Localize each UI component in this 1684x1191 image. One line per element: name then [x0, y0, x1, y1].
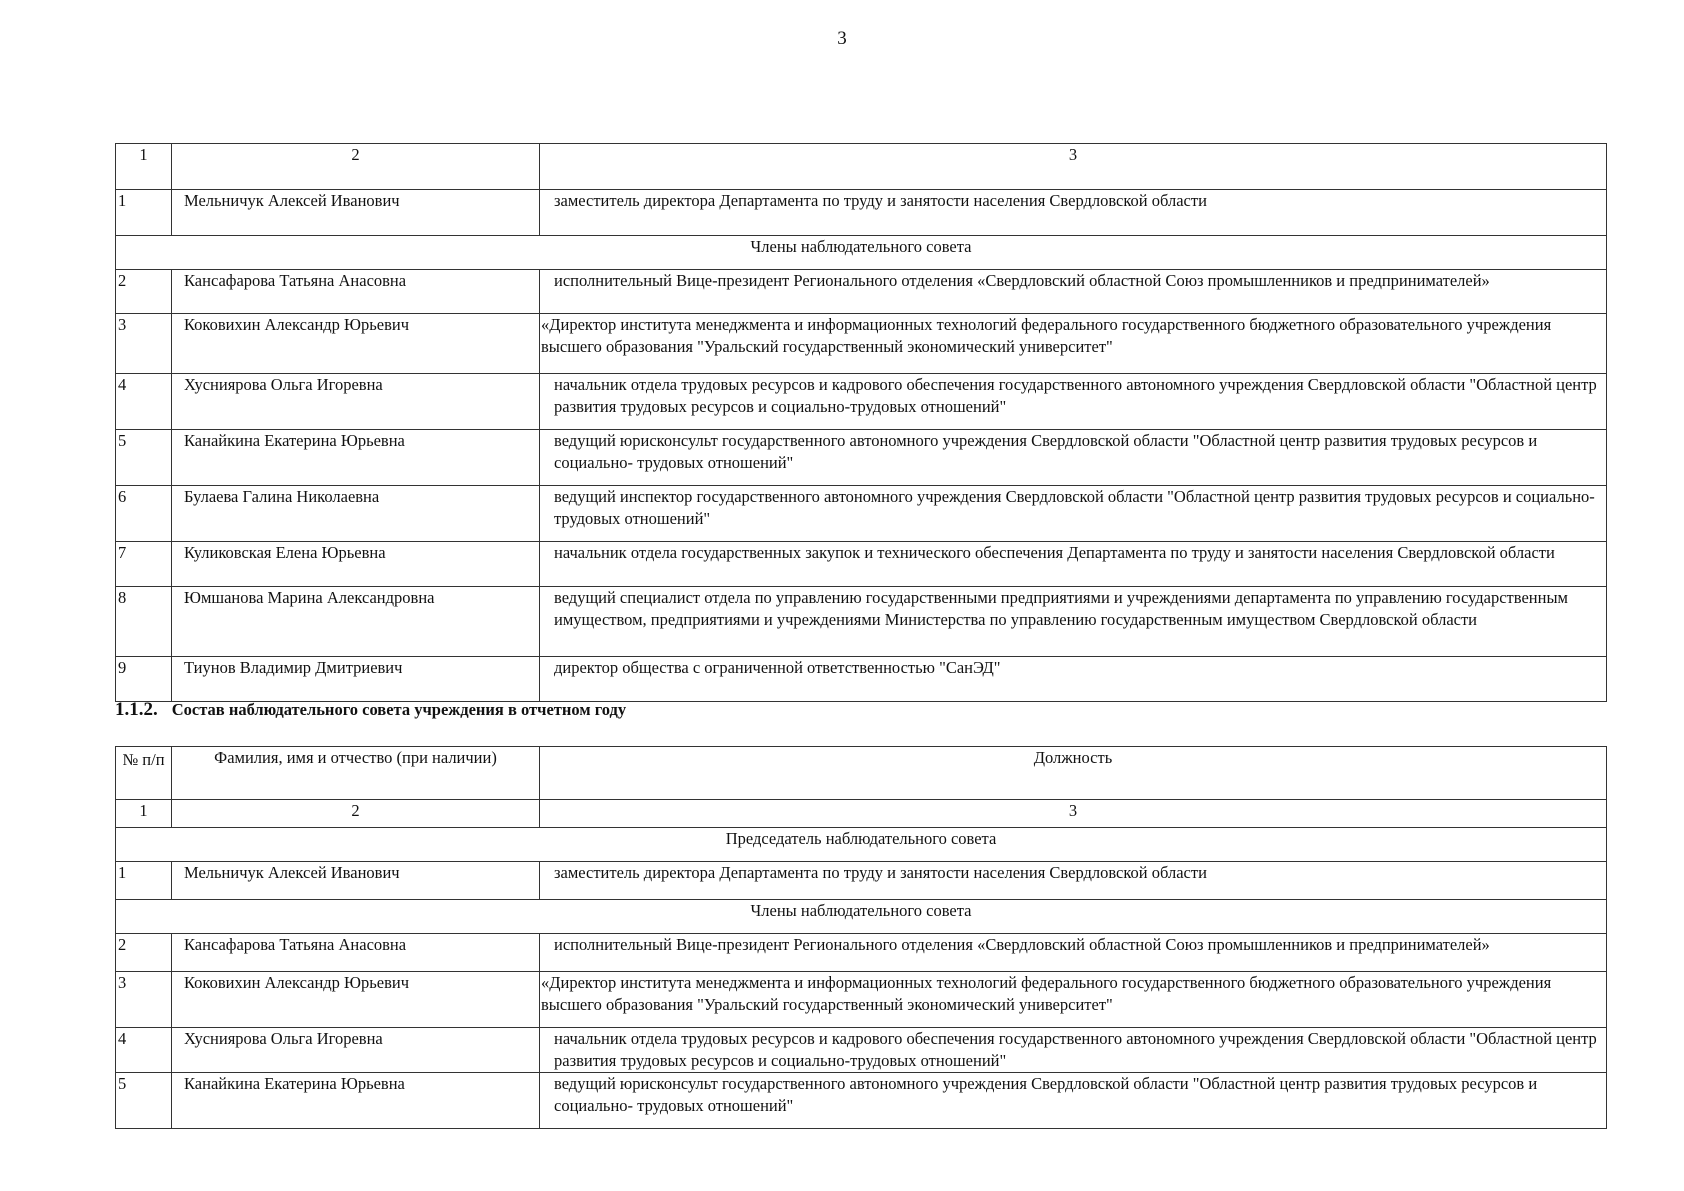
- row-number: 4: [116, 374, 172, 430]
- row-number: 3: [116, 972, 172, 1028]
- row-number: 9: [116, 657, 172, 702]
- group-label-row: [116, 236, 1607, 270]
- row-number: 7: [116, 542, 172, 587]
- table-row: [116, 862, 1607, 900]
- table-header-row: [116, 747, 1607, 800]
- row-number: 1: [116, 190, 172, 236]
- person-position: исполнительный Вице-президент Регионального отделения «Свердловский областной Союз промышленников и предпринимателей»: [540, 934, 1607, 972]
- table-row: [116, 190, 1607, 236]
- person-name: Канайкина Екатерина Юрьевна: [172, 430, 540, 486]
- header-full-name: Фамилия, имя и отчество (при наличии): [172, 747, 540, 800]
- person-position: ведущий специалист отдела по управлению государственными предприятиями и учреждениями департамента по управлению государственным имуществом, предприятиями и учреждениями Министерства по управлению государственным имуществом Свердловской области: [540, 587, 1607, 657]
- table-row: [116, 657, 1607, 702]
- page-number: 3: [837, 28, 847, 49]
- row-number: 5: [116, 1073, 172, 1129]
- person-position: начальник отдела трудовых ресурсов и кадрового обеспечения государственного автономного учреждения Свердловской области "Областной центр развития трудовых ресурсов и социально-трудовых отношений": [540, 374, 1607, 430]
- person-name: Мельничук Алексей Иванович: [172, 862, 540, 900]
- header-position: Должность: [540, 747, 1607, 800]
- table-row: [116, 374, 1607, 430]
- person-position: заместитель директора Департамента по труду и занятости населения Свердловской области: [540, 862, 1607, 900]
- header-col-1: 1: [116, 800, 172, 828]
- row-number: 6: [116, 486, 172, 542]
- members-label: Члены наблюдательного совета: [116, 236, 1607, 270]
- person-name: Булаева Галина Николаевна: [172, 486, 540, 542]
- chair-label: Председатель наблюдательного совета: [116, 828, 1607, 862]
- row-number: 5: [116, 430, 172, 486]
- supervisory-board-table: [115, 746, 1607, 1129]
- table-row: [116, 542, 1607, 587]
- header-col-3: 3: [540, 800, 1607, 828]
- person-position: «Директор института менеджмента и информационных технологий федерального государственного бюджетного образовательного учреждения высшего образования "Уральский государственный экономический университет": [540, 314, 1607, 374]
- table-header-numbers-row: [116, 800, 1607, 828]
- person-name: Мельничук Алексей Иванович: [172, 190, 540, 236]
- table-row: [116, 587, 1607, 657]
- table-header-numbers-row: [116, 144, 1607, 190]
- header-number: № п/п: [116, 747, 172, 800]
- section-heading: [115, 699, 626, 721]
- supervisory-board-table-continued: [115, 143, 1607, 702]
- person-position: директор общества с ограниченной ответственностью "СанЭД": [540, 657, 1607, 702]
- row-number: 2: [116, 270, 172, 314]
- person-position: ведущий инспектор государственного автономного учреждения Свердловской области "Областной центр развития трудовых ресурсов и социально-трудовых отношений": [540, 486, 1607, 542]
- person-name: Хусниярова Ольга Игоревна: [172, 374, 540, 430]
- section-number: 1.1.2.: [115, 699, 158, 720]
- table-row: [116, 1073, 1607, 1129]
- row-number: 3: [116, 314, 172, 374]
- table-row: [116, 270, 1607, 314]
- row-number: 8: [116, 587, 172, 657]
- table-row: [116, 1028, 1607, 1073]
- person-position: заместитель директора Департамента по труду и занятости населения Свердловской области: [540, 190, 1607, 236]
- person-name: Коковихин Александр Юрьевич: [172, 972, 540, 1028]
- person-position: ведущий юрисконсульт государственного автономного учреждения Свердловской области "Областной центр развития трудовых ресурсов и социально- трудовых отношений": [540, 1073, 1607, 1129]
- person-name: Коковихин Александр Юрьевич: [172, 314, 540, 374]
- table-row: [116, 314, 1607, 374]
- group-label-row: [116, 828, 1607, 862]
- header-col-3: 3: [540, 144, 1607, 190]
- table-row: [116, 430, 1607, 486]
- person-name: Юмшанова Марина Александровна: [172, 587, 540, 657]
- header-col-1: 1: [116, 144, 172, 190]
- table-row: [116, 486, 1607, 542]
- row-number: 2: [116, 934, 172, 972]
- person-name: Хусниярова Ольга Игоревна: [172, 1028, 540, 1073]
- members-label: Члены наблюдательного совета: [116, 900, 1607, 934]
- person-position: начальник отдела государственных закупок и технического обеспечения Департамента по труду и занятости населения Свердловской области: [540, 542, 1607, 587]
- person-name: Кансафарова Татьяна Анасовна: [172, 934, 540, 972]
- row-number: 1: [116, 862, 172, 900]
- person-position: исполнительный Вице-президент Регионального отделения «Свердловский областной Союз промышленников и предпринимателей»: [540, 270, 1607, 314]
- person-position: «Директор института менеджмента и информационных технологий федерального государственного бюджетного образовательного учреждения высшего образования "Уральский государственный экономический университет": [540, 972, 1607, 1028]
- person-position: начальник отдела трудовых ресурсов и кадрового обеспечения государственного автономного учреждения Свердловской области "Областной центр развития трудовых ресурсов и социально-трудовых отношений": [540, 1028, 1607, 1073]
- person-name: Тиунов Владимир Дмитриевич: [172, 657, 540, 702]
- row-number: 4: [116, 1028, 172, 1073]
- header-col-2: 2: [172, 800, 540, 828]
- group-label-row: [116, 900, 1607, 934]
- section-title: Состав наблюдательного совета учреждения в отчетном году: [171, 700, 627, 719]
- table-row: [116, 934, 1607, 972]
- person-name: Кансафарова Татьяна Анасовна: [172, 270, 540, 314]
- person-name: Куликовская Елена Юрьевна: [172, 542, 540, 587]
- person-position: ведущий юрисконсульт государственного автономного учреждения Свердловской области "Областной центр развития трудовых ресурсов и социально- трудовых отношений": [540, 430, 1607, 486]
- table-row: [116, 972, 1607, 1028]
- person-name: Канайкина Екатерина Юрьевна: [172, 1073, 540, 1129]
- header-col-2: 2: [172, 144, 540, 190]
